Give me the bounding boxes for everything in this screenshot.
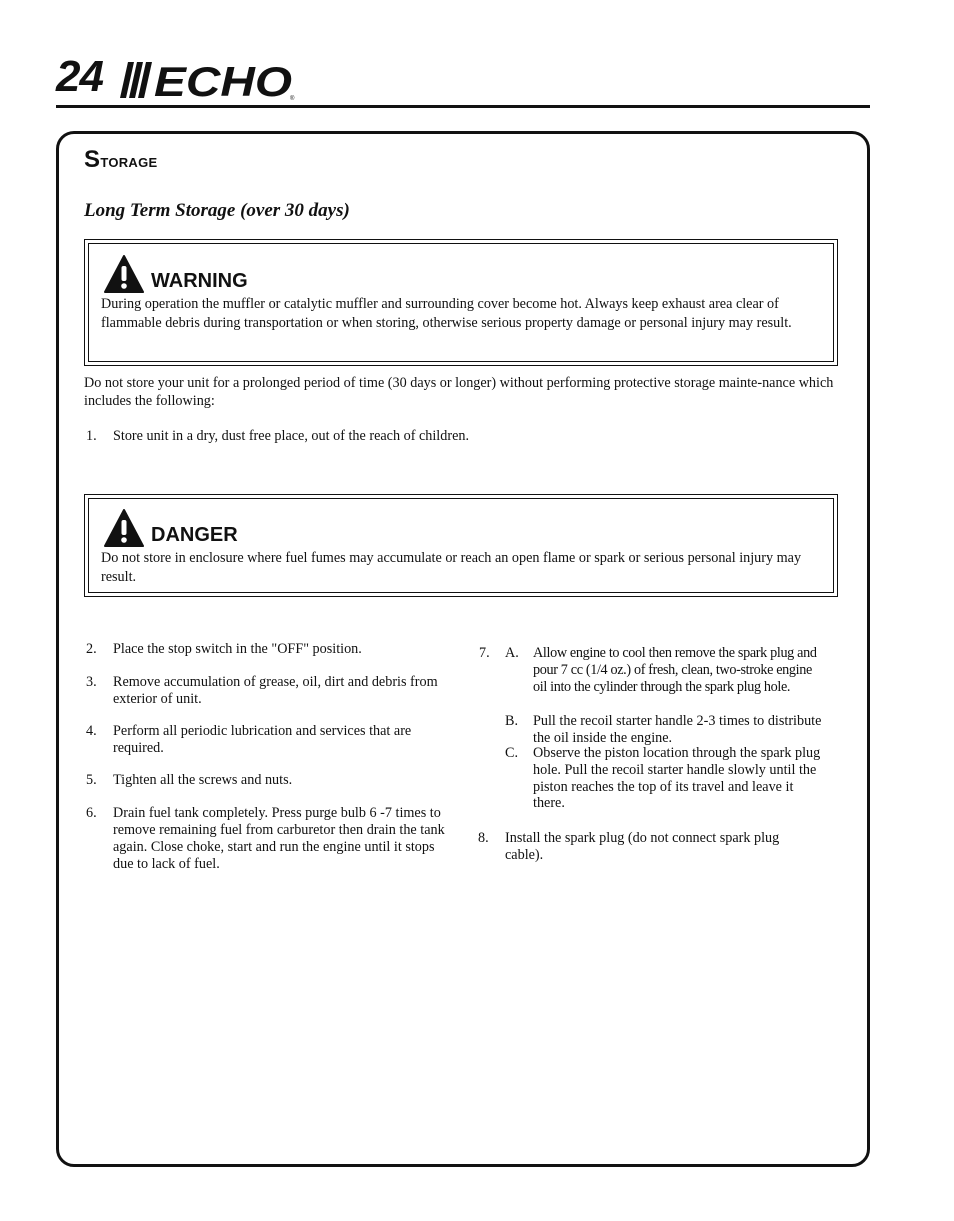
step-number: 7.	[479, 645, 490, 661]
step-text: Store unit in a dry, dust free place, out of the reach of children.	[113, 428, 470, 444]
echo-logo	[110, 56, 300, 102]
sub-step-text: Allow engine to cool then remove the spark plug and pour 7 cc (1/4 oz.) of fresh, clean, two-stroke engine oil into the cylinder through the spark plug hole.	[533, 645, 817, 695]
step-text: Perform all periodic lubrication and services that are required.	[113, 723, 412, 756]
warning-triangle-icon	[103, 254, 145, 294]
intro-paragraph: Do not store your unit for a prolonged period of time (30 days or longer) without performing protective storage mainte-nance which includes the following:	[84, 375, 834, 409]
section-title: Storage	[84, 146, 158, 173]
sub-step-letter: B.	[505, 713, 519, 729]
step-number: 6.	[86, 805, 97, 821]
step-text: Remove accumulation of grease, oil, dirt and debris from exterior of unit.	[113, 674, 438, 707]
step-number: 1.	[86, 428, 97, 444]
step-number: 3.	[86, 674, 97, 690]
danger-box	[84, 494, 838, 597]
step-text: Tighten all the screws and nuts.	[113, 772, 293, 788]
warning-box	[84, 239, 838, 366]
warning-text: During operation the muffler or catalytic muffler and surrounding cover become hot. Always keep exhaust area clear of flammable debris during transportation or when storing, otherwise serious property damage or personal injury may result.	[101, 296, 792, 331]
danger-triangle-icon	[103, 508, 145, 548]
step-number: 8.	[478, 830, 489, 846]
section-subtitle: Long Term Storage (over 30 days)	[84, 200, 350, 221]
registered-mark: ®	[290, 96, 295, 102]
sub-step-text: Pull the recoil starter handle 2-3 times to distribute the oil inside the engine.	[533, 713, 822, 746]
step-text: Drain fuel tank completely. Press purge bulb 6 -7 times to remove remaining fuel from carburetor then drain the tank again. Close choke, start and run the engine until it stops due to lack of fuel.	[113, 805, 445, 872]
danger-text: Do not store in enclosure where fuel fumes may accumulate or reach an open flame or spark or serious personal injury may result.	[101, 550, 802, 585]
danger-label: DANGER	[151, 524, 238, 546]
sub-step-letter: C.	[505, 745, 519, 761]
step-number: 4.	[86, 723, 97, 739]
step-number: 5.	[86, 772, 97, 788]
step-text: Install the spark plug (do not connect spark plug cable).	[505, 830, 780, 863]
logo-wordmark: ECHO	[154, 58, 292, 102]
step-text: Place the stop switch in the "OFF" position.	[113, 641, 362, 657]
sub-step-text: Observe the piston location through the spark plug hole. Pull the recoil starter handle slowly until the piston reaches the top of its travel and leave it there.	[533, 745, 821, 812]
warning-label: WARNING	[151, 270, 248, 292]
sub-step-letter: A.	[505, 645, 519, 661]
step-number: 2.	[86, 641, 97, 657]
page-number: 24	[56, 52, 103, 101]
header-rule	[56, 105, 870, 108]
